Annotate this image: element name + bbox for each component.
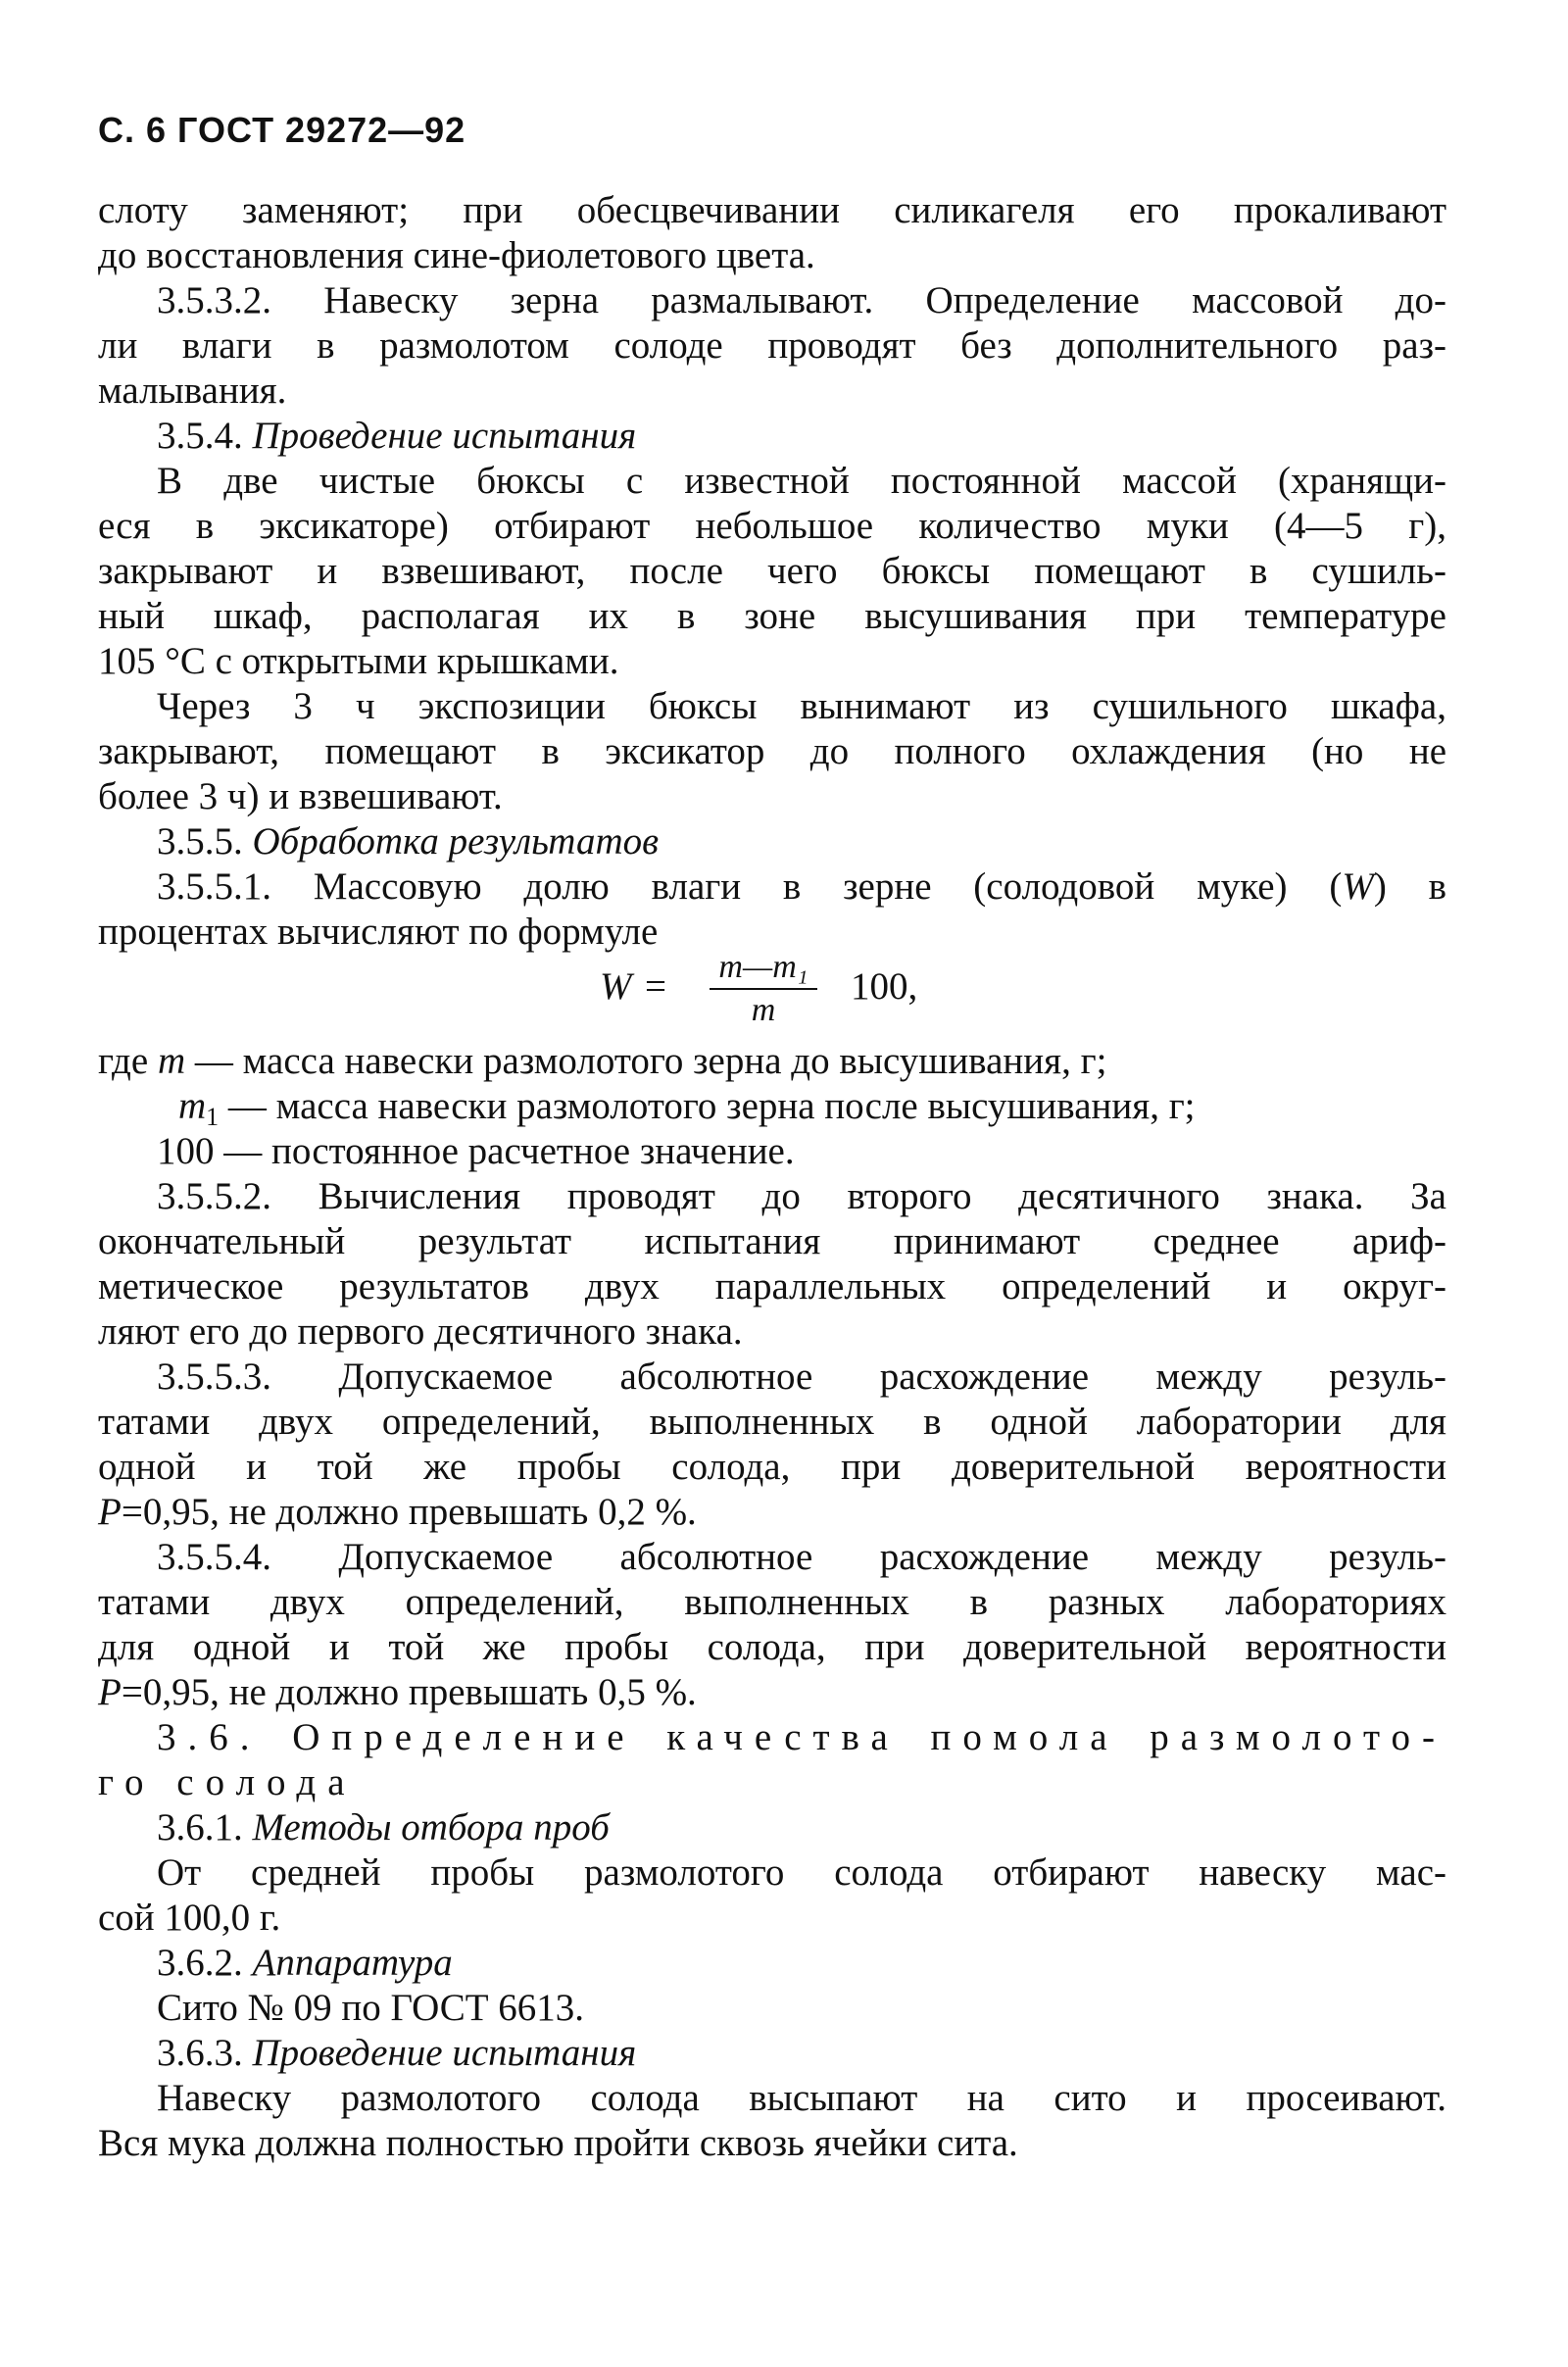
text-line: ляют его до первого десятичного знака. bbox=[98, 1310, 743, 1353]
formula-coefficient: 100, bbox=[851, 965, 918, 1008]
clause-3-5-5-3: 3.5.5.3. Допускаемое абсолютное расхождение между резуль- bbox=[157, 1356, 1446, 1398]
section-title: Проведение испытания bbox=[252, 415, 637, 457]
clause-3-5-5-2: 3.5.5.2. Вычисления проводят до второго десятичного знака. За bbox=[157, 1175, 1446, 1217]
text-line: В две чистые бюксы с известной постоянной массой (хранящи- bbox=[157, 460, 1446, 502]
section-number: 3.5.5. bbox=[157, 820, 243, 863]
section-number: 3.6.3. bbox=[157, 2032, 243, 2074]
section-title: Аппаратура bbox=[252, 1942, 453, 1984]
fraction-bar bbox=[710, 988, 817, 990]
text-line: ли влаги в размолотом солоде проводят без дополнительного раз- bbox=[98, 324, 1446, 367]
section-heading-3-6-3 bbox=[157, 2031, 1446, 2076]
section-title: Проведение испытания bbox=[252, 2032, 637, 2074]
text-line: сой 100,0 г. bbox=[98, 1897, 281, 1939]
text-line: татами двух определений, выполненных в одной лаборатории для bbox=[98, 1401, 1446, 1443]
section-number: 3.5.4. bbox=[157, 415, 243, 457]
text-line: От средней пробы размолотого солода отбирают навеску мас- bbox=[157, 1851, 1446, 1894]
section-heading-3-6-cont: го солода bbox=[98, 1761, 357, 1803]
section-heading-3-6: 3.6. Определение качества помола размолото- bbox=[157, 1716, 1446, 1758]
formula-fraction bbox=[710, 949, 817, 1029]
text-line: метическое результатов двух параллельных определений и округ- bbox=[98, 1265, 1446, 1307]
text-line: Навеску размолотого солода высыпают на сито и просеивают. bbox=[157, 2077, 1446, 2119]
text-line: 105 °С с открытыми крышками. bbox=[98, 640, 619, 682]
section-heading-3-5-4 bbox=[157, 414, 1446, 459]
text-line: еся в эксикаторе) отбирают небольшое количество муки (4—5 г), bbox=[98, 505, 1446, 547]
text-line: слоту заменяют; при обесцвечивании силикагеля его прокаливают bbox=[98, 189, 1446, 231]
formula-lhs: W bbox=[600, 965, 632, 1008]
text-line: Вся мука должна полностью пройти сквозь ячейки сита. bbox=[98, 2122, 1018, 2164]
text-line: P=0,95, не должно превышать 0,2 %. bbox=[98, 1491, 697, 1533]
text-line: до восстановления сине-фиолетового цвета. bbox=[98, 234, 815, 276]
clause-3-5-3-2: 3.5.3.2. Навеску зерна размалывают. Определение массовой до- bbox=[157, 279, 1446, 321]
section-title: Обработка результатов bbox=[252, 820, 660, 863]
section-heading-3-6-1 bbox=[157, 1805, 1446, 1850]
section-number: 3.6.1. bbox=[157, 1806, 243, 1849]
text-line: Через 3 ч экспозиции бюксы вынимают из сушильного шкафа, bbox=[157, 685, 1446, 727]
text-line: процентах вычисляют по формуле bbox=[98, 911, 659, 953]
variable-p: P bbox=[98, 1491, 122, 1533]
text-line: татами двух определений, выполненных в разных лабораториях bbox=[98, 1581, 1446, 1623]
text-line: ный шкаф, располагая их в зоне высушивания при температуре bbox=[98, 595, 1446, 637]
clause-3-5-5-1: 3.5.5.1. Массовую долю влаги в зерне (солодовой муке) (W) в bbox=[157, 865, 1446, 908]
variable-p: P bbox=[98, 1671, 122, 1713]
variable-w: W bbox=[1342, 865, 1374, 908]
where-line-m1: $m_1$ — масса навески размолотого зерна после высушивания, г; bbox=[178, 1085, 1196, 1131]
section-heading-3-6-2 bbox=[157, 1941, 1446, 1986]
section-number: 3.6.2. bbox=[157, 1942, 243, 1984]
text-line: закрывают и взвешивают, после чего бюксы помещают в сушиль- bbox=[98, 550, 1446, 592]
text-line: P=0,95, не должно превышать 0,5 %. bbox=[98, 1671, 697, 1713]
text-line: закрывают, помещают в эксикатор до полного охлаждения (но не bbox=[98, 730, 1446, 772]
where-line-100: 100 — постоянное расчетное значение. bbox=[157, 1130, 795, 1172]
clause-3-5-5-4: 3.5.5.4. Допускаемое абсолютное расхождение между резуль- bbox=[157, 1536, 1446, 1578]
text-line: малывания. bbox=[98, 370, 287, 412]
formula-equals: = bbox=[645, 965, 666, 1008]
text-line: Сито № 09 по ГОСТ 6613. bbox=[157, 1987, 585, 2029]
text-line: для одной и той же пробы солода, при доверительной вероятности bbox=[98, 1626, 1446, 1668]
text-line: окончательный результат испытания принимают среднее ариф- bbox=[98, 1220, 1446, 1262]
symbol-m1: m bbox=[178, 1085, 207, 1127]
formula-numerator: m—m₁ bbox=[718, 949, 808, 985]
where-line-m: где m — масса навески размолотого зерна до высушивания, г; bbox=[98, 1040, 1107, 1082]
formula-denominator: m bbox=[751, 992, 776, 1028]
section-title: Методы отбора проб bbox=[252, 1806, 610, 1849]
text-line: более 3 ч) и взвешивают. bbox=[98, 775, 503, 817]
symbol-m: m bbox=[157, 1040, 186, 1082]
page-header: С. 6 ГОСТ 29272—92 bbox=[98, 110, 466, 150]
text-line: одной и той же пробы солода, при доверительной вероятности bbox=[98, 1446, 1446, 1488]
section-heading-3-5-5 bbox=[157, 819, 1446, 864]
